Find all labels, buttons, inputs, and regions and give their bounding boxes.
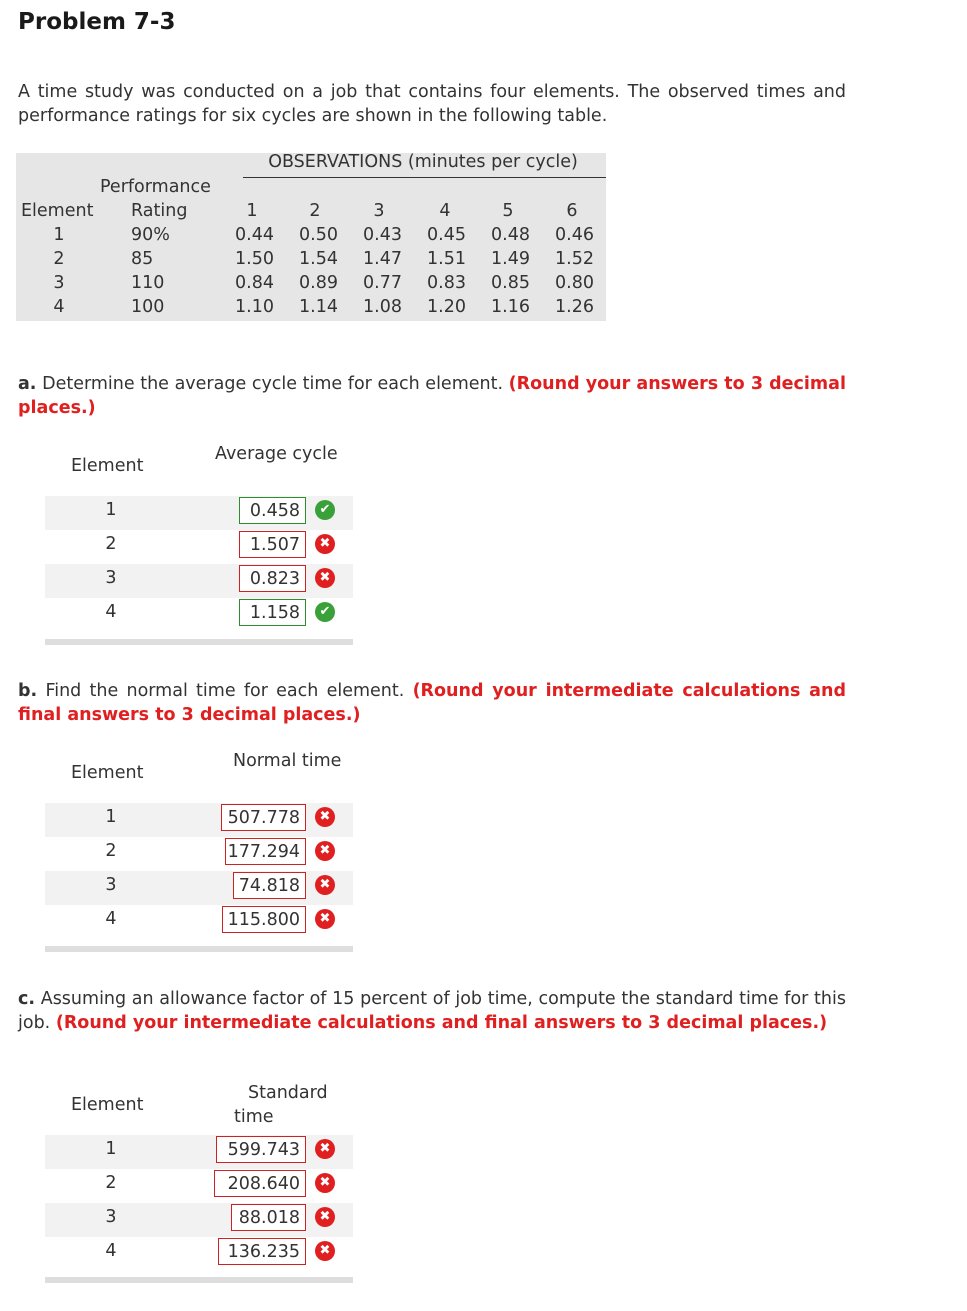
rating-value: 85 (131, 249, 154, 269)
part-c-element-header: Element (71, 1095, 144, 1115)
part-a-table-footer (45, 639, 353, 645)
answer-input[interactable]: 1.158 (239, 599, 306, 626)
observation-value: 1.10 (235, 297, 274, 317)
part-b-text: Find the normal time for each element. (45, 681, 405, 701)
part-a-label: a. (18, 374, 37, 394)
observation-value: 0.77 (363, 273, 402, 293)
observation-value: 0.85 (491, 273, 530, 293)
rating-header: Rating (131, 201, 188, 221)
rating-value: 90% (131, 225, 170, 245)
answer-input[interactable]: 74.818 (233, 872, 306, 899)
observation-value: 1.51 (427, 249, 466, 269)
part-a-question (18, 372, 846, 420)
part-a-text: Determine the average cycle time for each element. (42, 374, 504, 394)
row-background (45, 803, 353, 837)
answer-input[interactable]: 0.823 (239, 565, 306, 592)
element-number: 1 (105, 500, 117, 520)
part-b-value-header: Normal time (233, 751, 342, 771)
observation-value: 0.44 (235, 225, 274, 245)
observation-value: 1.49 (491, 249, 530, 269)
x-icon: ✖ (315, 1173, 335, 1193)
element-number: 3 (105, 875, 117, 895)
answer-input[interactable]: 1.507 (239, 531, 306, 558)
observation-value: 1.50 (235, 249, 274, 269)
element-number: 3 (105, 1207, 117, 1227)
element-number: 4 (105, 909, 117, 929)
answer-input[interactable]: 177.294 (225, 838, 306, 865)
x-icon: ✖ (315, 534, 335, 554)
observation-value: 1.52 (555, 249, 594, 269)
answer-input[interactable]: 599.743 (216, 1136, 306, 1163)
element-number: 2 (105, 1173, 117, 1193)
check-icon: ✔ (315, 602, 335, 622)
element-header: Element (21, 201, 94, 221)
element-number: 4 (105, 1241, 117, 1261)
part-a-element-header: Element (71, 456, 144, 476)
row-background (45, 871, 353, 905)
answer-input[interactable]: 0.458 (239, 497, 306, 524)
element-number: 2 (105, 841, 117, 861)
observation-value: 0.43 (363, 225, 402, 245)
element-number: 4 (105, 602, 117, 622)
part-c-value-header-line2: time (234, 1107, 274, 1127)
part-b-label: b. (18, 681, 38, 701)
check-icon: ✔ (315, 500, 335, 520)
x-icon: ✖ (315, 1207, 335, 1227)
element-number: 3 (105, 568, 117, 588)
part-b-hint: (Round your intermediate calculations and final answers to 3 decimal places.) (18, 681, 846, 725)
cycle-header: 3 (373, 201, 385, 221)
rating-value: 100 (131, 297, 165, 317)
x-icon: ✖ (315, 909, 335, 929)
observation-value: 1.26 (555, 297, 594, 317)
x-icon: ✖ (315, 875, 335, 895)
part-b-table-footer (45, 946, 353, 952)
cycle-header: 5 (502, 201, 514, 221)
x-icon: ✖ (315, 1241, 335, 1261)
performance-header: Performance (100, 177, 211, 197)
element-number: 2 (105, 534, 117, 554)
part-c-table-footer (45, 1277, 353, 1283)
cycle-header: 6 (566, 201, 578, 221)
part-c-value-header-line1: Standard (248, 1083, 328, 1103)
cycle-header: 1 (246, 201, 258, 221)
row-background (45, 496, 353, 530)
observation-value: 0.84 (235, 273, 274, 293)
answer-input[interactable]: 507.778 (221, 804, 306, 831)
part-b-question (18, 679, 846, 727)
observation-value: 1.08 (363, 297, 402, 317)
observation-value: 0.89 (299, 273, 338, 293)
part-c-hint: (Round your intermediate calculations and final answers to 3 decimal places.) (55, 1013, 828, 1033)
observation-value: 1.14 (299, 297, 338, 317)
element-number: 1 (53, 225, 65, 245)
observation-value: 1.16 (491, 297, 530, 317)
observation-value: 0.80 (555, 273, 594, 293)
element-number: 1 (105, 1139, 117, 1159)
part-b-element-header: Element (71, 763, 144, 783)
observations-header-rule (243, 177, 606, 178)
observation-value: 0.48 (491, 225, 530, 245)
observation-value: 0.46 (555, 225, 594, 245)
answer-input[interactable]: 136.235 (218, 1238, 306, 1265)
x-icon: ✖ (315, 807, 335, 827)
part-a-hint: (Round your answers to 3 decimal places.) (18, 374, 846, 418)
x-icon: ✖ (315, 568, 335, 588)
observations-header: OBSERVATIONS (minutes per cycle) (268, 152, 578, 172)
row-background (45, 1203, 353, 1237)
intro-text: A time study was conducted on a job that contains four elements. The observed times and performance ratings for six cycles are shown in the following table. (18, 82, 846, 126)
observation-value: 1.20 (427, 297, 466, 317)
page-title: Problem 7-3 (18, 9, 176, 35)
cycle-header: 4 (439, 201, 451, 221)
part-c-label: c. (18, 989, 36, 1009)
x-icon: ✖ (315, 1139, 335, 1159)
element-number: 3 (53, 273, 65, 293)
element-number: 1 (105, 807, 117, 827)
answer-input[interactable]: 208.640 (214, 1170, 306, 1197)
row-background (45, 564, 353, 598)
part-c-text: Assuming an allowance factor of 15 percent of job time, compute the standard time for this job. (18, 989, 846, 1033)
observation-value: 0.83 (427, 273, 466, 293)
answer-input[interactable]: 88.018 (231, 1204, 306, 1231)
part-a-value-header: Average cycle (215, 444, 338, 464)
element-number: 4 (53, 297, 65, 317)
row-background (45, 1135, 353, 1169)
x-icon: ✖ (315, 841, 335, 861)
observation-value: 0.50 (299, 225, 338, 245)
observation-value: 1.54 (299, 249, 338, 269)
rating-value: 110 (131, 273, 165, 293)
part-c-question (18, 987, 846, 1035)
answer-input[interactable]: 115.800 (222, 906, 306, 933)
observation-value: 0.45 (427, 225, 466, 245)
cycle-header: 2 (309, 201, 321, 221)
element-number: 2 (53, 249, 65, 269)
observation-value: 1.47 (363, 249, 402, 269)
